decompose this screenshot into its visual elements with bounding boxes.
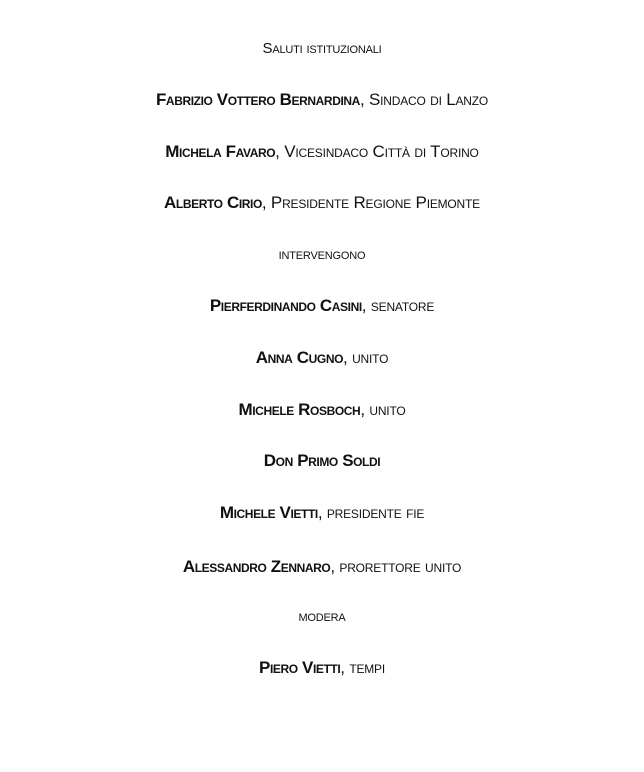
speaker-name: Alessandro Zennaro [182,557,331,576]
speaker-line [0,141,644,163]
speaker-name: Fabrizio Vottero Bernardina [155,90,360,109]
speaker-name: Michele Rosboch [238,400,361,419]
section-heading-modera: modera [298,608,346,625]
speaker-role: , senatore [361,296,435,315]
speaker-name: Pierferdinando Casini [209,296,362,315]
speaker-name: Anna Cugno [255,348,344,367]
speaker-name: Alberto Cirio [164,193,262,212]
speaker-name: Michele Vietti [219,503,318,522]
speaker-role: , Presidente Regione Piemonte [261,193,480,212]
speaker-line [0,657,644,679]
speaker-name: Don Primo Soldi [263,451,381,470]
speaker-name: Michela Favaro [165,142,276,161]
speaker-line [0,89,644,111]
speaker-role: , Vicesindaco Città di Torino [275,142,479,161]
speaker-line [0,399,644,421]
speaker-role: , unito [360,400,406,419]
speaker-role: , Sindaco di Lanzo [359,90,489,109]
speaker-line [0,295,644,317]
speaker-role: , tempi [340,658,385,677]
speaker-line [0,556,644,578]
speaker-role: , unito [343,348,389,367]
speaker-line [0,502,644,524]
speaker-name: Piero Vietti [259,658,341,677]
speaker-role: , prorettore unito [330,557,462,576]
speaker-line [0,192,644,214]
speaker-role: , presidente fie [317,503,425,522]
section-heading-intervengono: intervengono [278,246,366,263]
speaker-line [0,450,644,472]
speaker-line [0,347,644,369]
section-heading-saluti: Saluti istituzionali [262,40,382,57]
